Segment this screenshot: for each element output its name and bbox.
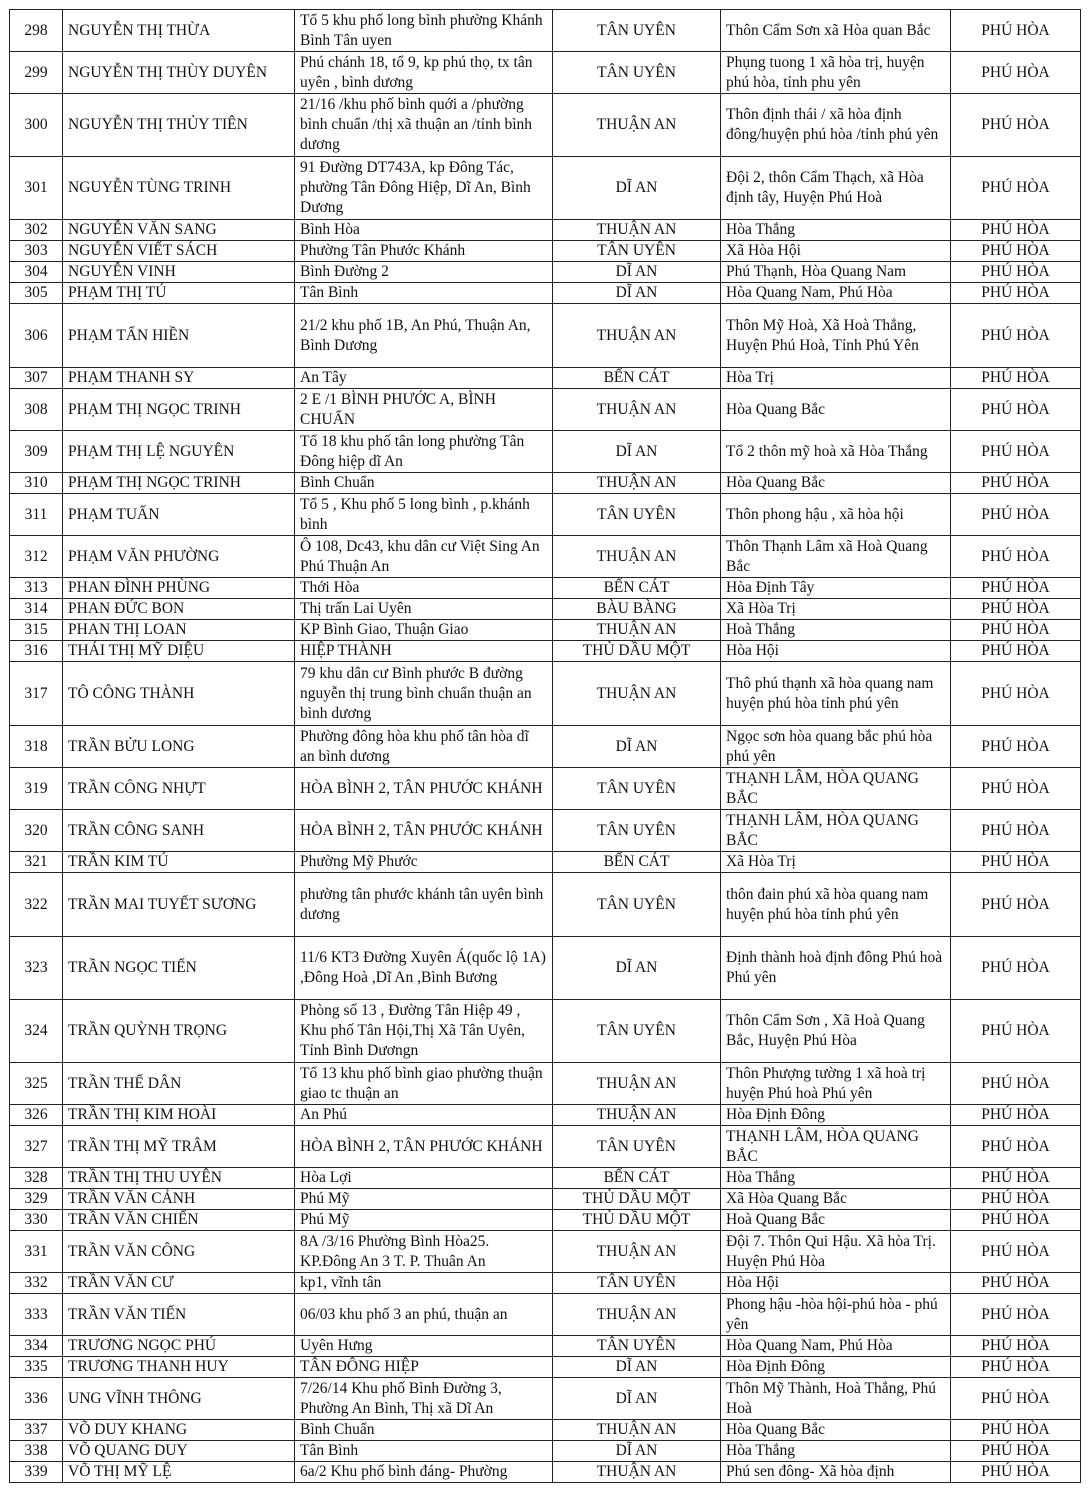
district-cell: THUẬN AN (553, 1231, 721, 1273)
current-address-cell: kp1, vĩnh tân (295, 1273, 553, 1294)
row-number-cell: 302 (10, 220, 63, 241)
table-row (10, 431, 1081, 473)
full-name-cell: THÁI THỊ MỸ DIỆU (63, 641, 295, 662)
table-row (10, 1000, 1081, 1063)
row-number-cell: 317 (10, 662, 63, 726)
hometown-cell: Thôn định thái / xã hòa định đông/huyện phú hòa /tỉnh phú yên (721, 94, 951, 157)
table-row (10, 389, 1081, 431)
district-cell: THUẬN AN (553, 536, 721, 578)
hometown-district-cell: PHÚ HÒA (951, 852, 1081, 873)
row-number-cell: 312 (10, 536, 63, 578)
full-name-cell: TRẦN VĂN CHIẾN (63, 1210, 295, 1231)
full-name-cell: TRẦN QUỲNH TRỌNG (63, 1000, 295, 1063)
full-name-cell: TÔ CÔNG THÀNH (63, 662, 295, 726)
table-row (10, 494, 1081, 536)
full-name-cell: NGUYỄN THỊ THỦY TIÊN (63, 94, 295, 157)
row-number-cell: 306 (10, 304, 63, 368)
hometown-district-cell: PHÚ HÒA (951, 937, 1081, 1000)
full-name-cell: TRƯƠNG THANH HUY (63, 1357, 295, 1378)
district-cell: THUẬN AN (553, 620, 721, 641)
full-name-cell: PHẠM THỊ LỆ NGUYÊN (63, 431, 295, 473)
district-cell: THUẬN AN (553, 1105, 721, 1126)
hometown-cell: Phụng tuong 1 xã hòa trị, huyện phú hòa, tỉnh phu yên (721, 52, 951, 94)
table-row (10, 937, 1081, 1000)
hometown-district-cell: PHÚ HÒA (951, 52, 1081, 94)
table-row (10, 52, 1081, 94)
row-number-cell: 339 (10, 1462, 63, 1483)
hometown-cell: Xã Hòa Trị (721, 852, 951, 873)
table-row (10, 810, 1081, 852)
hometown-district-cell: PHÚ HÒA (951, 620, 1081, 641)
row-number-cell: 323 (10, 937, 63, 1000)
current-address-cell: 06/03 khu phố 3 an phú, thuận an (295, 1294, 553, 1336)
current-address-cell: 79 khu dân cư Bình phước B đường nguyễn thị trung bình chuẩn thuận an bình dương (295, 662, 553, 726)
full-name-cell: PHẠM THỊ NGỌC TRINH (63, 389, 295, 431)
district-cell: TÂN UYÊN (553, 810, 721, 852)
row-number-cell: 315 (10, 620, 63, 641)
hometown-cell: Hòa Thắng (721, 1441, 951, 1462)
district-cell: BẾN CÁT (553, 578, 721, 599)
table-row (10, 473, 1081, 494)
table-row (10, 1420, 1081, 1441)
hometown-district-cell: PHÚ HÒA (951, 1357, 1081, 1378)
table-row (10, 1210, 1081, 1231)
row-number-cell: 324 (10, 1000, 63, 1063)
district-cell: TÂN UYÊN (553, 1273, 721, 1294)
row-number-cell: 331 (10, 1231, 63, 1273)
current-address-cell: KP Bình Giao, Thuận Giao (295, 620, 553, 641)
table-row (10, 852, 1081, 873)
row-number-cell: 327 (10, 1126, 63, 1168)
full-name-cell: PHAN ĐÌNH PHÙNG (63, 578, 295, 599)
current-address-cell: An Phú (295, 1105, 553, 1126)
current-address-cell: Tổ 5 , Khu phố 5 long bình , p.khánh bình (295, 494, 553, 536)
hometown-district-cell: PHÚ HÒA (951, 389, 1081, 431)
hometown-district-cell: PHÚ HÒA (951, 304, 1081, 368)
row-number-cell: 307 (10, 368, 63, 389)
hometown-district-cell: PHÚ HÒA (951, 1168, 1081, 1189)
district-cell: TÂN UYÊN (553, 873, 721, 937)
district-cell: TÂN UYÊN (553, 1336, 721, 1357)
hometown-cell: Hòa Thắng (721, 1168, 951, 1189)
district-cell: TÂN UYÊN (553, 10, 721, 52)
table-row (10, 1336, 1081, 1357)
row-number-cell: 330 (10, 1210, 63, 1231)
full-name-cell: VÕ DUY KHANG (63, 1420, 295, 1441)
table-row (10, 94, 1081, 157)
current-address-cell: Tân Bình (295, 1441, 553, 1462)
hometown-district-cell: PHÚ HÒA (951, 768, 1081, 810)
full-name-cell: PHẠM THỊ NGỌC TRINH (63, 473, 295, 494)
members-table (9, 9, 1081, 1483)
full-name-cell: TRẦN MAI TUYẾT SƯƠNG (63, 873, 295, 937)
current-address-cell: Bình Đường 2 (295, 262, 553, 283)
district-cell: THỦ DẦU MỘT (553, 1210, 721, 1231)
full-name-cell: PHẠM TẤN HIỀN (63, 304, 295, 368)
full-name-cell: PHẠM TUẤN (63, 494, 295, 536)
hometown-district-cell: PHÚ HÒA (951, 599, 1081, 620)
full-name-cell: TRẦN THẾ DÂN (63, 1063, 295, 1105)
hometown-district-cell: PHÚ HÒA (951, 662, 1081, 726)
hometown-cell: Hòa Quang Bắc (721, 473, 951, 494)
full-name-cell: TRẦN THỊ THU UYÊN (63, 1168, 295, 1189)
current-address-cell: An Tây (295, 368, 553, 389)
district-cell: TÂN UYÊN (553, 494, 721, 536)
table-row (10, 157, 1081, 220)
hometown-cell: Hoà Quang Bắc (721, 1210, 951, 1231)
district-cell: BẾN CÁT (553, 852, 721, 873)
row-number-cell: 304 (10, 262, 63, 283)
current-address-cell: Tân Bình (295, 283, 553, 304)
district-cell: THUẬN AN (553, 220, 721, 241)
hometown-district-cell: PHÚ HÒA (951, 1105, 1081, 1126)
current-address-cell: Phú chánh 18, tổ 9, kp phú thọ, tx tân uyên , bình dương (295, 52, 553, 94)
table-body (10, 10, 1081, 1483)
current-address-cell: Phú Mỹ (295, 1210, 553, 1231)
hometown-cell: Thôn Mỹ Hoà, Xã Hoà Thắng, Huyện Phú Hoà, Tỉnh Phú Yên (721, 304, 951, 368)
district-cell: THUẬN AN (553, 1462, 721, 1483)
hometown-district-cell: PHÚ HÒA (951, 1336, 1081, 1357)
row-number-cell: 314 (10, 599, 63, 620)
district-cell: BẾN CÁT (553, 1168, 721, 1189)
current-address-cell: TÂN ĐÔNG HIỆP (295, 1357, 553, 1378)
current-address-cell: Ô 108, Dc43, khu dân cư Việt Sing An Phú Thuận An (295, 536, 553, 578)
district-cell: THUẬN AN (553, 662, 721, 726)
hometown-cell: Định thành hoà định đông Phú hoà Phú yên (721, 937, 951, 1000)
hometown-district-cell: PHÚ HÒA (951, 1063, 1081, 1105)
table-row (10, 1462, 1081, 1483)
full-name-cell: TRẦN CÔNG SANH (63, 810, 295, 852)
row-number-cell: 316 (10, 641, 63, 662)
district-cell: DĨ AN (553, 1441, 721, 1462)
hometown-district-cell: PHÚ HÒA (951, 726, 1081, 768)
hometown-cell: Đội 7. Thôn Qui Hậu. Xã hòa Trị. Huyện Phú Hòa (721, 1231, 951, 1273)
hometown-cell: Hòa Định Tây (721, 578, 951, 599)
hometown-district-cell: PHÚ HÒA (951, 10, 1081, 52)
hometown-cell: Hòa Hội (721, 641, 951, 662)
hometown-district-cell: PHÚ HÒA (951, 1231, 1081, 1273)
row-number-cell: 309 (10, 431, 63, 473)
hometown-district-cell: PHÚ HÒA (951, 873, 1081, 937)
full-name-cell: TRẦN BỬU LONG (63, 726, 295, 768)
full-name-cell: TRẦN THỊ MỸ TRÂM (63, 1126, 295, 1168)
current-address-cell: Thị trấn Lai Uyên (295, 599, 553, 620)
current-address-cell: Bình Chuẩn (295, 473, 553, 494)
row-number-cell: 298 (10, 10, 63, 52)
full-name-cell: TRẦN VĂN CƯ (63, 1273, 295, 1294)
full-name-cell: VÕ QUANG DUY (63, 1441, 295, 1462)
full-name-cell: TRẦN VĂN CÔNG (63, 1231, 295, 1273)
hometown-cell: Hòa Hội (721, 1273, 951, 1294)
row-number-cell: 318 (10, 726, 63, 768)
table-row (10, 641, 1081, 662)
district-cell: THUẬN AN (553, 1420, 721, 1441)
table-row (10, 1168, 1081, 1189)
table-row (10, 10, 1081, 52)
row-number-cell: 333 (10, 1294, 63, 1336)
table-row (10, 241, 1081, 262)
district-cell: THUẬN AN (553, 389, 721, 431)
district-cell: DĨ AN (553, 431, 721, 473)
hometown-cell: Thôn Cẩm Sơn xã Hòa quan Bắc (721, 10, 951, 52)
full-name-cell: NGUYỄN VINH (63, 262, 295, 283)
hometown-cell: Hòa Định Đông (721, 1105, 951, 1126)
current-address-cell: HIỆP THÀNH (295, 641, 553, 662)
current-address-cell: HÒA BÌNH 2, TÂN PHƯỚC KHÁNH (295, 810, 553, 852)
table-row (10, 304, 1081, 368)
hometown-district-cell: PHÚ HÒA (951, 578, 1081, 599)
hometown-cell: Phú Thạnh, Hòa Quang Nam (721, 262, 951, 283)
district-cell: THUẬN AN (553, 473, 721, 494)
full-name-cell: TRẦN VĂN TIẾN (63, 1294, 295, 1336)
full-name-cell: TRƯƠNG NGỌC PHÚ (63, 1336, 295, 1357)
hometown-cell: thôn đain phú xã hòa quang nam huyện phú hòa tỉnh phú yên (721, 873, 951, 937)
full-name-cell: NGUYỄN THỊ THỪA (63, 10, 295, 52)
full-name-cell: TRẦN NGỌC TIẾN (63, 937, 295, 1000)
hometown-district-cell: PHÚ HÒA (951, 241, 1081, 262)
current-address-cell: Bình Chuẩn (295, 1420, 553, 1441)
table-row (10, 1294, 1081, 1336)
hometown-cell: Hòa Quang Bắc (721, 1420, 951, 1441)
current-address-cell: 91 Đường DT743A, kp Đông Tác, phường Tân Đông Hiệp, Dĩ An, Bình Dương (295, 157, 553, 220)
district-cell: TÂN UYÊN (553, 1000, 721, 1063)
current-address-cell: Phường đông hòa khu phố tân hòa dĩ an bình dương (295, 726, 553, 768)
table-row (10, 262, 1081, 283)
hometown-cell: Hoà Thắng (721, 620, 951, 641)
district-cell: DĨ AN (553, 937, 721, 1000)
hometown-district-cell: PHÚ HÒA (951, 810, 1081, 852)
district-cell: TÂN UYÊN (553, 768, 721, 810)
hometown-district-cell: PHÚ HÒA (951, 1378, 1081, 1420)
hometown-district-cell: PHÚ HÒA (951, 262, 1081, 283)
table-row (10, 368, 1081, 389)
hometown-district-cell: PHÚ HÒA (951, 1441, 1081, 1462)
row-number-cell: 338 (10, 1441, 63, 1462)
row-number-cell: 332 (10, 1273, 63, 1294)
row-number-cell: 310 (10, 473, 63, 494)
current-address-cell: Phòng số 13 , Đường Tân Hiệp 49 , Khu phố Tân Hội,Thị Xã Tân Uyên, Tỉnh Bình Dươngn (295, 1000, 553, 1063)
hometown-cell: Hòa Trị (721, 368, 951, 389)
current-address-cell: 21/16 /khu phố bình quới a /phường bình chuẩn /thị xã thuận an /tỉnh bình dương (295, 94, 553, 157)
row-number-cell: 334 (10, 1336, 63, 1357)
current-address-cell: 11/6 KT3 Đường Xuyên Á(quốc lộ 1A) ,Đông Hoà ,Dĩ An ,Bình Bương (295, 937, 553, 1000)
district-cell: TÂN UYÊN (553, 1126, 721, 1168)
district-cell: BẾN CÁT (553, 368, 721, 389)
hometown-district-cell: PHÚ HÒA (951, 1273, 1081, 1294)
table-row (10, 1357, 1081, 1378)
full-name-cell: NGUYỄN THỊ THÙY DUYÊN (63, 52, 295, 94)
table-row (10, 1441, 1081, 1462)
current-address-cell: Thới Hòa (295, 578, 553, 599)
hometown-district-cell: PHÚ HÒA (951, 1189, 1081, 1210)
district-cell: THUẬN AN (553, 304, 721, 368)
row-number-cell: 313 (10, 578, 63, 599)
hometown-district-cell: PHÚ HÒA (951, 1294, 1081, 1336)
row-number-cell: 321 (10, 852, 63, 873)
hometown-cell: THẠNH LÂM, HÒA QUANG BẮC (721, 768, 951, 810)
row-number-cell: 305 (10, 283, 63, 304)
table-row (10, 1231, 1081, 1273)
table-row (10, 620, 1081, 641)
hometown-district-cell: PHÚ HÒA (951, 536, 1081, 578)
hometown-district-cell: PHÚ HÒA (951, 283, 1081, 304)
district-cell: DĨ AN (553, 726, 721, 768)
full-name-cell: PHẠM THANH SY (63, 368, 295, 389)
current-address-cell: Tổ 18 khu phố tân long phường Tân Đông hiệp dĩ An (295, 431, 553, 473)
row-number-cell: 301 (10, 157, 63, 220)
table-row (10, 1105, 1081, 1126)
district-cell: DĨ AN (553, 262, 721, 283)
district-cell: THUẬN AN (553, 1063, 721, 1105)
hometown-cell: Hòa Thắng (721, 220, 951, 241)
row-number-cell: 329 (10, 1189, 63, 1210)
current-address-cell: HÒA BÌNH 2, TÂN PHƯỚC KHÁNH (295, 1126, 553, 1168)
row-number-cell: 322 (10, 873, 63, 937)
full-name-cell: UNG VĨNH THÔNG (63, 1378, 295, 1420)
district-cell: THUẬN AN (553, 94, 721, 157)
full-name-cell: NGUYỄN TÙNG TRINH (63, 157, 295, 220)
table-row (10, 220, 1081, 241)
current-address-cell: Phường Tân Phước Khánh (295, 241, 553, 262)
full-name-cell: PHẠM VĂN PHƯỜNG (63, 536, 295, 578)
table-row (10, 662, 1081, 726)
row-number-cell: 319 (10, 768, 63, 810)
table-row (10, 1273, 1081, 1294)
district-cell: TÂN UYÊN (553, 241, 721, 262)
hometown-cell: Phong hậu -hòa hội-phú hòa - phú yên (721, 1294, 951, 1336)
current-address-cell: 7/26/14 Khu phố Bình Đường 3, Phường An Bình, Thị xã Dĩ An (295, 1378, 553, 1420)
hometown-district-cell: PHÚ HÒA (951, 1210, 1081, 1231)
full-name-cell: NGUYỄN VIẾT SÁCH (63, 241, 295, 262)
row-number-cell: 337 (10, 1420, 63, 1441)
full-name-cell: TRẦN VĂN CẢNH (63, 1189, 295, 1210)
district-cell: TÂN UYÊN (553, 52, 721, 94)
current-address-cell: Hòa Lợi (295, 1168, 553, 1189)
district-cell: DĨ AN (553, 1378, 721, 1420)
row-number-cell: 320 (10, 810, 63, 852)
district-cell: DĨ AN (553, 1357, 721, 1378)
full-name-cell: PHẠM THỊ TÚ (63, 283, 295, 304)
current-address-cell: HÒA BÌNH 2, TÂN PHƯỚC KHÁNH (295, 768, 553, 810)
table-row (10, 599, 1081, 620)
table-row (10, 1378, 1081, 1420)
table-row (10, 726, 1081, 768)
table-row (10, 1126, 1081, 1168)
hometown-district-cell: PHÚ HÒA (951, 473, 1081, 494)
current-address-cell: Tổ 13 khu phố bình giao phường thuận giao tc thuận an (295, 1063, 553, 1105)
hometown-district-cell: PHÚ HÒA (951, 431, 1081, 473)
row-number-cell: 299 (10, 52, 63, 94)
row-number-cell: 303 (10, 241, 63, 262)
hometown-cell: THẠNH LÂM, HÒA QUANG BẮC (721, 810, 951, 852)
row-number-cell: 336 (10, 1378, 63, 1420)
hometown-cell: Hòa Định Đông (721, 1357, 951, 1378)
district-cell: THỦ DẦU MỘT (553, 1189, 721, 1210)
table-row (10, 536, 1081, 578)
table-row (10, 578, 1081, 599)
hometown-district-cell: PHÚ HÒA (951, 368, 1081, 389)
hometown-cell: Thôn Cẩm Sơn , Xã Hoà Quang Bắc, Huyện Phú Hòa (721, 1000, 951, 1063)
current-address-cell: Bình Hòa (295, 220, 553, 241)
full-name-cell: NGUYỄN VĂN SANG (63, 220, 295, 241)
row-number-cell: 308 (10, 389, 63, 431)
hometown-cell: Thôn phong hậu , xã hòa hội (721, 494, 951, 536)
row-number-cell: 335 (10, 1357, 63, 1378)
row-number-cell: 311 (10, 494, 63, 536)
current-address-cell: Phường Mỹ Phước (295, 852, 553, 873)
district-cell: THUẬN AN (553, 1294, 721, 1336)
hometown-cell: Ngọc sơn hòa quang bắc phú hòa phú yên (721, 726, 951, 768)
hometown-cell: Thô phú thạnh xã hòa quang nam huyện phú hòa tỉnh phú yên (721, 662, 951, 726)
hometown-cell: Hòa Quang Nam, Phú Hòa (721, 283, 951, 304)
hometown-cell: Thôn Mỹ Thành, Hoà Thắng, Phú Hoà (721, 1378, 951, 1420)
full-name-cell: TRẦN THỊ KIM HOÀI (63, 1105, 295, 1126)
hometown-cell: Thôn Thạnh Lâm xã Hoà Quang Bắc (721, 536, 951, 578)
hometown-district-cell: PHÚ HÒA (951, 1000, 1081, 1063)
row-number-cell: 326 (10, 1105, 63, 1126)
hometown-district-cell: PHÚ HÒA (951, 1420, 1081, 1441)
hometown-cell: Tổ 2 thôn mỹ hoà xã Hòa Thắng (721, 431, 951, 473)
district-cell: BÀU BÀNG (553, 599, 721, 620)
table-row (10, 768, 1081, 810)
current-address-cell: 6a/2 Khu phố bình đáng- Phường (295, 1462, 553, 1483)
hometown-district-cell: PHÚ HÒA (951, 157, 1081, 220)
full-name-cell: TRẦN KIM TÚ (63, 852, 295, 873)
full-name-cell: TRẦN CÔNG NHỰT (63, 768, 295, 810)
current-address-cell: Phú Mỹ (295, 1189, 553, 1210)
row-number-cell: 300 (10, 94, 63, 157)
hometown-cell: Đội 2, thôn Cẩm Thạch, xã Hòa định tây, Huyện Phú Hoà (721, 157, 951, 220)
hometown-cell: Xã Hòa Hội (721, 241, 951, 262)
table-row (10, 283, 1081, 304)
district-cell: DĨ AN (553, 157, 721, 220)
hometown-cell: THẠNH LÂM, HÒA QUANG BẮC (721, 1126, 951, 1168)
hometown-cell: Hòa Quang Bắc (721, 389, 951, 431)
hometown-cell: Xã Hòa Quang Bắc (721, 1189, 951, 1210)
hometown-cell: Xã Hòa Trị (721, 599, 951, 620)
hometown-cell: Phú sen đông- Xã hòa định (721, 1462, 951, 1483)
current-address-cell: 2 E /1 BÌNH PHƯỚC A, BÌNH CHUẨN (295, 389, 553, 431)
current-address-cell: Uyên Hưng (295, 1336, 553, 1357)
full-name-cell: PHAN ĐỨC BON (63, 599, 295, 620)
current-address-cell: Tổ 5 khu phố long bình phường Khánh Bình Tân uyen (295, 10, 553, 52)
current-address-cell: phường tân phước khánh tân uyên bình dương (295, 873, 553, 937)
hometown-cell: Thôn Phượng tường 1 xã hoà trị huyện Phú hoà Phú yên (721, 1063, 951, 1105)
district-cell: DĨ AN (553, 283, 721, 304)
hometown-district-cell: PHÚ HÒA (951, 641, 1081, 662)
current-address-cell: 8A /3/16 Phường Bình Hòa25. KP.Đông An 3 T. P. Thuân An (295, 1231, 553, 1273)
hometown-district-cell: PHÚ HÒA (951, 220, 1081, 241)
full-name-cell: PHAN THỊ LOAN (63, 620, 295, 641)
hometown-district-cell: PHÚ HÒA (951, 494, 1081, 536)
hometown-district-cell: PHÚ HÒA (951, 1126, 1081, 1168)
current-address-cell: 21/2 khu phố 1B, An Phú, Thuận An, Bình Dương (295, 304, 553, 368)
table-row (10, 1063, 1081, 1105)
hometown-district-cell: PHÚ HÒA (951, 1462, 1081, 1483)
full-name-cell: VÕ THỊ MỸ LỆ (63, 1462, 295, 1483)
district-cell: THỦ DẦU MỘT (553, 641, 721, 662)
row-number-cell: 328 (10, 1168, 63, 1189)
hometown-cell: Hòa Quang Nam, Phú Hòa (721, 1336, 951, 1357)
row-number-cell: 325 (10, 1063, 63, 1105)
table-row (10, 1189, 1081, 1210)
hometown-district-cell: PHÚ HÒA (951, 94, 1081, 157)
table-row (10, 873, 1081, 937)
